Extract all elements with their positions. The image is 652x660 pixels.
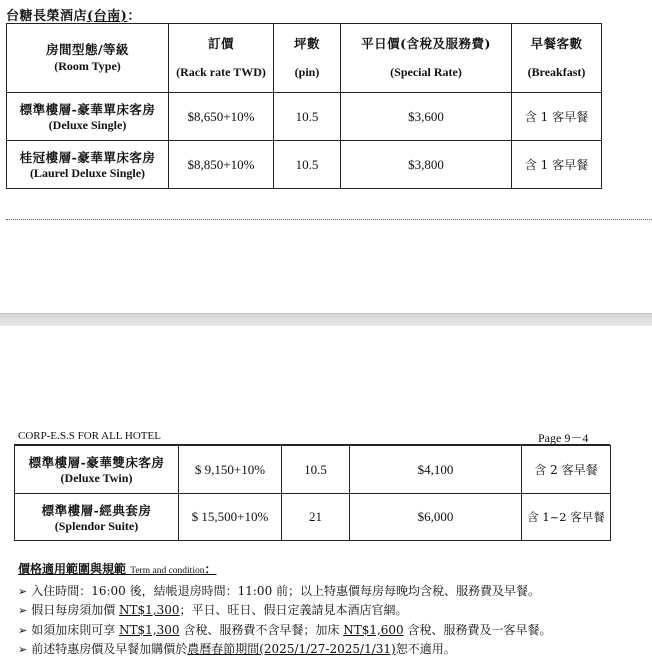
table-header-row (7, 24, 602, 93)
page-header-left: CORP-E.S.S FOR ALL HOTEL (18, 430, 161, 442)
arrow-bullet-icon: ➢ (18, 604, 28, 617)
table-row (7, 141, 602, 189)
room-type-cell: 標準樓層-豪華單床客房 (Deluxe Single) (7, 93, 169, 141)
hotel-title (6, 5, 141, 24)
pin-cell: 10.5 (282, 446, 350, 494)
room-type-cell: 桂冠樓層-豪華單床客房 (Laurel Deluxe Single) (7, 141, 169, 189)
terms-item: ➢ 前述特惠房價及早餐加購價於農曆春節期間(2025/1/27-2025/1/31)恕不適用。 (18, 642, 456, 656)
rack-rate-cell: $8,650+10% (169, 93, 274, 141)
breakfast-cell: 含 1~2 客早餐 (522, 494, 611, 541)
hotel-name: 台糖長榮酒店 (6, 9, 88, 24)
breakfast-cell: 含 1 客早餐 (512, 141, 602, 189)
terms-item: ➢ 入住時間：16:00 後，結帳退房時間：11:00 前；以上特惠價每房每晚均含稅、服務費及早餐。 (18, 583, 541, 598)
terms-section (18, 560, 648, 660)
terms-heading: 價格適用範圍與規範 Term and condition： (18, 562, 217, 576)
arrow-bullet-icon: ➢ (18, 643, 28, 656)
table-row (15, 446, 611, 494)
special-rate-cell: $3,800 (341, 141, 512, 189)
table-row (15, 494, 611, 541)
special-rate-cell: $4,100 (350, 446, 522, 494)
page-number: Page 9－4 (538, 431, 589, 445)
terms-item: ➢ 如須加床則可享 NT$1,300 含稅、服務費不含早餐；加床 NT$1,600 含稅、服務費及一客早餐。 (18, 622, 552, 637)
title-colon: ： (127, 9, 141, 24)
header-room-type: 房間型態/等級 (Room Type) (7, 24, 169, 93)
rack-rate-cell: $ 9,150+10% (179, 446, 282, 494)
terms-item: ➢ 假日每房須加價 NT$1,300；平日、旺日、假日定義請見本酒店官網。 (18, 603, 408, 617)
special-rate-cell: $3,600 (341, 93, 512, 141)
table-row (7, 93, 602, 141)
arrow-bullet-icon: ➢ (18, 623, 28, 637)
page-break (0, 313, 652, 326)
rack-rate-cell: $ 15,500+10% (179, 494, 282, 541)
rate-table-2 (14, 445, 611, 541)
room-type-cell: 標準樓層-豪華雙床客房 (Deluxe Twin) (15, 446, 179, 494)
header-pin: 坪數 (pin) (274, 24, 341, 93)
header-breakfast: 早餐客數 (Breakfast) (512, 24, 602, 93)
arrow-bullet-icon: ➢ (18, 584, 28, 598)
rate-table-1 (6, 23, 602, 189)
special-rate-cell: $6,000 (350, 494, 522, 541)
room-type-cell: 標準樓層-經典套房 (Splendor Suite) (15, 494, 179, 541)
pin-cell: 10.5 (274, 141, 341, 189)
breakfast-cell: 含 1 客早餐 (512, 93, 602, 141)
header-special-rate: 平日價(含稅及服務費) (Special Rate) (341, 24, 512, 93)
header-rack-rate: 訂價 (Rack rate TWD) (169, 24, 274, 93)
rack-rate-cell: $8,850+10% (169, 141, 274, 189)
pin-cell: 10.5 (274, 93, 341, 141)
hotel-location: (台南) (87, 9, 128, 24)
breakfast-cell: 含 2 客早餐 (522, 446, 611, 494)
dotted-separator (6, 219, 652, 220)
pin-cell: 21 (282, 494, 350, 541)
